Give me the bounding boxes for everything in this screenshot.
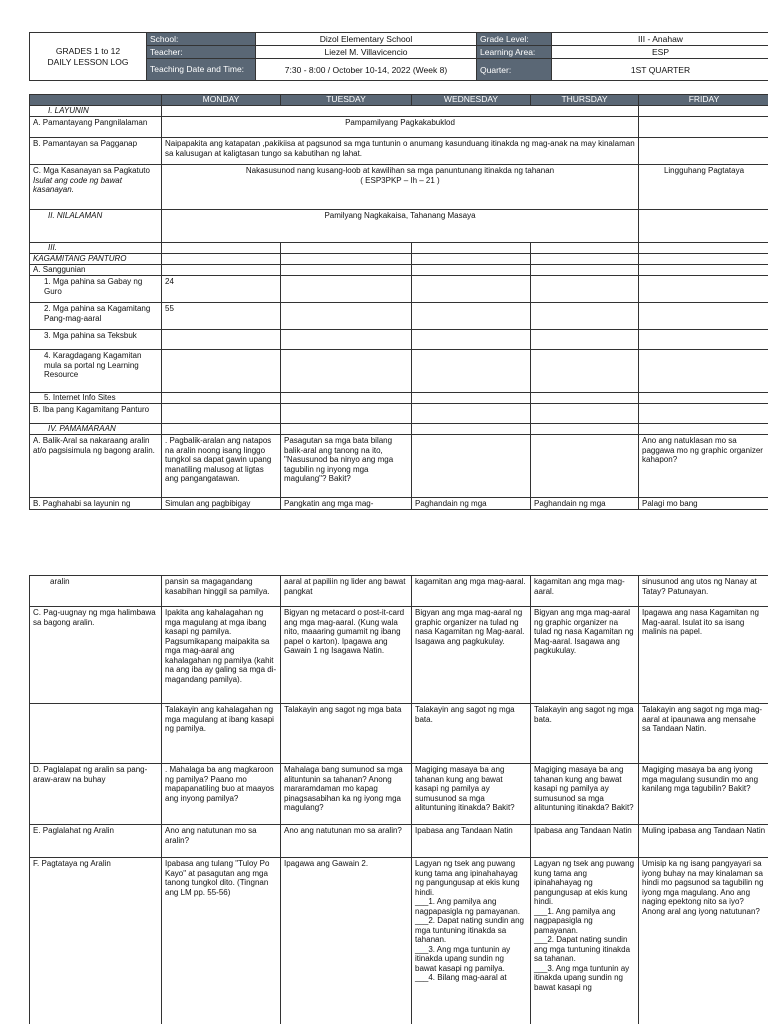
value-kagamitang-magaaral: 55 [162,303,281,330]
balik-aral-tuesday: Pasagutan sa mga bata bilang balik-aral ang tanong na ito, "Nasusunod ba ninyo ang mga tagubilin ng inyong mga magulang"? Bakit? [281,435,412,498]
paghahabi-thursday: Paghandain ng mga [531,498,639,510]
school-label: School: [147,33,256,46]
label-pamantayan-pagganap: B. Pamantayan sa Pagganap [30,138,162,165]
pag-uugnay-thursday: Bigyan ang mga mag-aaral ng graphic organizer na tulad ng nasa Kagamitan ng Mag-aaral. Isagawa ang pagkukulay. [531,607,639,704]
paglalahat-tuesday: Ano ang natutunan mo sa aralin? [281,825,412,858]
page-two [0,575,768,1024]
paghahabi-friday-continued: sinusunod ang utos ng Nanay at Tatay? Patunayan. [639,576,768,607]
paghahabi-wednesday: Paghandain ng mga [412,498,531,510]
day-thursday: THURSDAY [531,95,639,106]
paglalahat-thursday: Ipabasa ang Tandaan Natin [531,825,639,858]
value-gabay-guro: 24 [162,276,281,303]
talakayin-thursday: Talakayin ang sagot ng mga bata. [531,704,639,764]
label-karagdagang-kagamitan: 4. Karagdagang Kagamitan mula sa portal ng Learning Resource [30,350,162,393]
section-kagamitang-panturo: KAGAMITANG PANTURO [30,254,162,265]
label-pag-uugnay: C. Pag-uugnay ng mga halimbawa sa bagong aralin. [30,607,162,704]
label-kasanayan: C. Mga Kasanayan sa Pagkatuto [33,166,150,175]
paghahabi-tuesday: Pangkatin ang mga mag- [281,498,412,510]
pagtataya-thursday: Lagyan ng tsek ang puwang kung tama ang ipinahahayag ng pangungusap at ekis kung hindi. ___1. Ang pamilya ang nagpapasigla ng pamayanan. ___2. Dapat nating sundin ang mga tuntuning itinakda sa tahanan. ___3. Ang mga tuntunin ay itinakda upang sundin ng bawat kasapi ng [531,858,639,1024]
lesson-log-table-continued [29,575,768,1024]
label-balik-aral: A. Balik-Aral sa nakaraang aralin at/o pagsisimula ng bagong aralin. [30,435,162,498]
paghahabi-thursday-continued: kagamitan ang mga mag-aaral. [531,576,639,607]
value-kasanayan: Nakasusunod nang kusang-loob at kawilihan sa mga panuntunang itinakda ng tahanan ( ESP3PKP – Ih – 21 ) [162,165,639,210]
value-pamantayan-pagganap: Naipapakita ang katapatan ,pakikiisa at pagsunod sa mga tuntunin o anumang kasunduang itinakda ng mag-anak na may kinalaman sa kalusugan at kaligtasan tungo sa kabutihan ng lahat. [162,138,639,165]
section-layunin: I. LAYUNIN [30,106,162,117]
grade-level-value: III - Anahaw [552,33,768,46]
paglalapat-tuesday: Mahalaga bang sumunod sa mga alituntunin sa tahanan? Anong mararamdaman mo kapag pinagsasabihan ka ng iyong mga magulang? [281,764,412,825]
label-kagamitang-magaaral: 2. Mga pahina sa Kagamitang Pang-mag-aaral [30,303,162,330]
paglalapat-wednesday: Magiging masaya ba ang tahanan kung ang bawat kasapi ng pamilya ay sumusunod sa mga alituntuning itinakda? Bakit? [412,764,531,825]
dll-title: GRADES 1 to 12 DAILY LESSON LOG [30,33,147,81]
label-sanggunian: A. Sanggunian [30,265,162,276]
value-nilalaman: Pamilyang Nagkakaisa, Tahanang Masaya [162,210,639,243]
talakayin-friday: Talakayin ang sagot ng mga mag-aaral at ipaunawa ang mensahe sa Tandaan Natin. [639,704,768,764]
day-friday: FRIDAY [639,95,768,106]
learning-area-value: ESP [552,46,768,59]
day-tuesday: TUESDAY [281,95,412,106]
value-lingguhang-pagtataya: Lingguhang Pagtataya [639,165,768,210]
header-table [29,32,768,81]
teacher-label: Teacher: [147,46,256,59]
pagtataya-friday: Umisip ka ng isang pangyayari sa iyong buhay na may kinalaman sa hindi mo pagsunod sa tagubilin ng iyong mga magulang. Ano ang naging epektong nito sa iyo? Anong aral ang iyong natutunan? [639,858,768,1024]
paglalahat-monday: Ano ang natutunan mo sa aralin? [162,825,281,858]
paghahabi-tuesday-continued: aaral at papiliin ng lider ang bawat pangkat [281,576,412,607]
paglalapat-monday: . Mahalaga ba ang magkaroon ng pamilya? Paano mo mapapanatiling buo at maayos ang inyong pamilya? [162,764,281,825]
balik-aral-friday: Ano ang natuklasan mo sa paggawa mo ng graphic organizer kahapon? [639,435,768,498]
paghahabi-monday: Simulan ang pagbibigay [162,498,281,510]
day-wednesday: WEDNESDAY [412,95,531,106]
paghahabi-friday: Palagi mo bang [639,498,768,510]
teacher-value: Liezel M. Villavicencio [256,46,477,59]
pag-uugnay-monday: Ipakita ang kahalagahan ng mga magulang at mga ibang kasapi ng pamilya. Pagsumikapang maipakita sa mga mag-aaral ang kahalagahan ng pamilya (kahit na ang iba ay galing sa mga di-magandang pamilya). [162,607,281,704]
talakayin-monday: Talakayin ang kahalagahan ng mga magulang at ibang kasapi ng pamilya. [162,704,281,764]
pagtataya-tuesday: Ipagawa ang Gawain 2. [281,858,412,1024]
school-value: Dizol Elementary School [256,33,477,46]
pag-uugnay-wednesday: Bigyan ang mga mag-aaral ng graphic organizer na tulad ng nasa Kagamitan ng Mag-aaral. Isagawa ang pagkukulay. [412,607,531,704]
pag-uugnay-friday: Ipagawa ang nasa Kagamitan ng Mag-aaral. Isulat ito sa isang malinis na papel. [639,607,768,704]
section-nilalaman: II. NILALAMAN [30,210,162,243]
pagtataya-monday: Ipabasa ang tulang "Tuloy Po Kayo" at pasagutan ang mga tanong tungkol dito. (Tingnan ang LM pp. 55-56) [162,858,281,1024]
paghahabi-wednesday-continued: kagamitan ang mga mag-aaral. [412,576,531,607]
label-iba-pang-kagamitan: B. Iba pang Kagamitang Panturo [30,404,162,424]
label-paglalapat: D. Paglalapat ng aralin sa pang-araw-araw na buhay [30,764,162,825]
label-paglalahat: E. Paglalahat ng Aralin [30,825,162,858]
day-monday: MONDAY [162,95,281,106]
section-iii: III. [30,243,162,254]
paglalapat-friday: Magiging masaya ba ang iyong mga magulang susundin mo ang kanilang mga tagubilin? Bakit? [639,764,768,825]
grade-level-label: Grade Level: [477,33,552,46]
label-teksbuk: 3. Mga pahina sa Teksbuk [30,330,162,350]
paglalahat-wednesday: Ipabasa ang Tandaan Natin [412,825,531,858]
label-pagtataya: F. Pagtataya ng Aralin [30,858,162,1024]
label-pamantayang-pangnilalaman: A. Pamantayang Pangnilalaman [30,117,162,138]
balik-aral-monday: . Pagbalik-aralan ang natapos na aralin noong isang linggo tungkol sa dapat gawin upang manatiling malusog at ligtas ang pangangatawan. [162,435,281,498]
value-pamantayang-pangnilalaman: Pampamilyang Pagkakabuklod [162,117,639,138]
quarter-value: 1ST QUARTER [552,59,768,81]
pag-uugnay-tuesday: Bigyan ng metacard o post-it-card ang mga mag-aaral. (Kung wala nito, maaaring gumamit ng ibang papel o karton). Ipagawa ang Gawain 1 ng Isagawa Natin. [281,607,412,704]
learning-area-label: Learning Area: [477,46,552,59]
label-internet-sites: 5. Internet Info Sites [30,393,162,404]
paghahabi-monday-continued: pansin sa magagandang kasabihan hinggil sa pamilya. [162,576,281,607]
talakayin-wednesday: Talakayin ang sagot ng mga bata. [412,704,531,764]
label-gabay-guro: 1. Mga pahina sa Gabay ng Guro [30,276,162,303]
paglalahat-friday: Muling ipabasa ang Tandaan Natin [639,825,768,858]
teaching-date-label: Teaching Date and Time: [147,59,256,81]
label-paghahabi: B. Paghahabi sa layunin ng [30,498,162,510]
talakayin-tuesday: Talakayin ang sagot ng mga bata [281,704,412,764]
teaching-date-value: 7:30 - 8:00 / October 10-14, 2022 (Week 8) [256,59,477,81]
quarter-label: Quarter: [477,59,552,81]
label-aralin-continued: aralin [30,576,162,607]
day-header-row [30,95,768,106]
pagtataya-wednesday: Lagyan ng tsek ang puwang kung tama ang ipinahahayag ng pangungusap at ekis kung hindi. ___1. Ang pamilya ang nagpapasigla ng pamayanan. ___2. Dapat nating sundin ang mga tuntuning itinakda sa tahanan. ___3. Ang mga tuntunin ay itinakda upang sundin ng bawat kasapi ng pamilya. ___4. Bilang mag-aaral at [412,858,531,1024]
paglalapat-thursday: Magiging masaya ba ang tahanan kung ang bawat kasapi ng pamilya ay sumusunod sa mga alituntuning itinakda? Bakit? [531,764,639,825]
kasanayan-note: Isulat ang code ng bawat kasanayan. [33,175,122,194]
section-pamamaraan: IV. PAMAMARAAN [30,424,162,435]
lesson-log-table [29,94,768,510]
